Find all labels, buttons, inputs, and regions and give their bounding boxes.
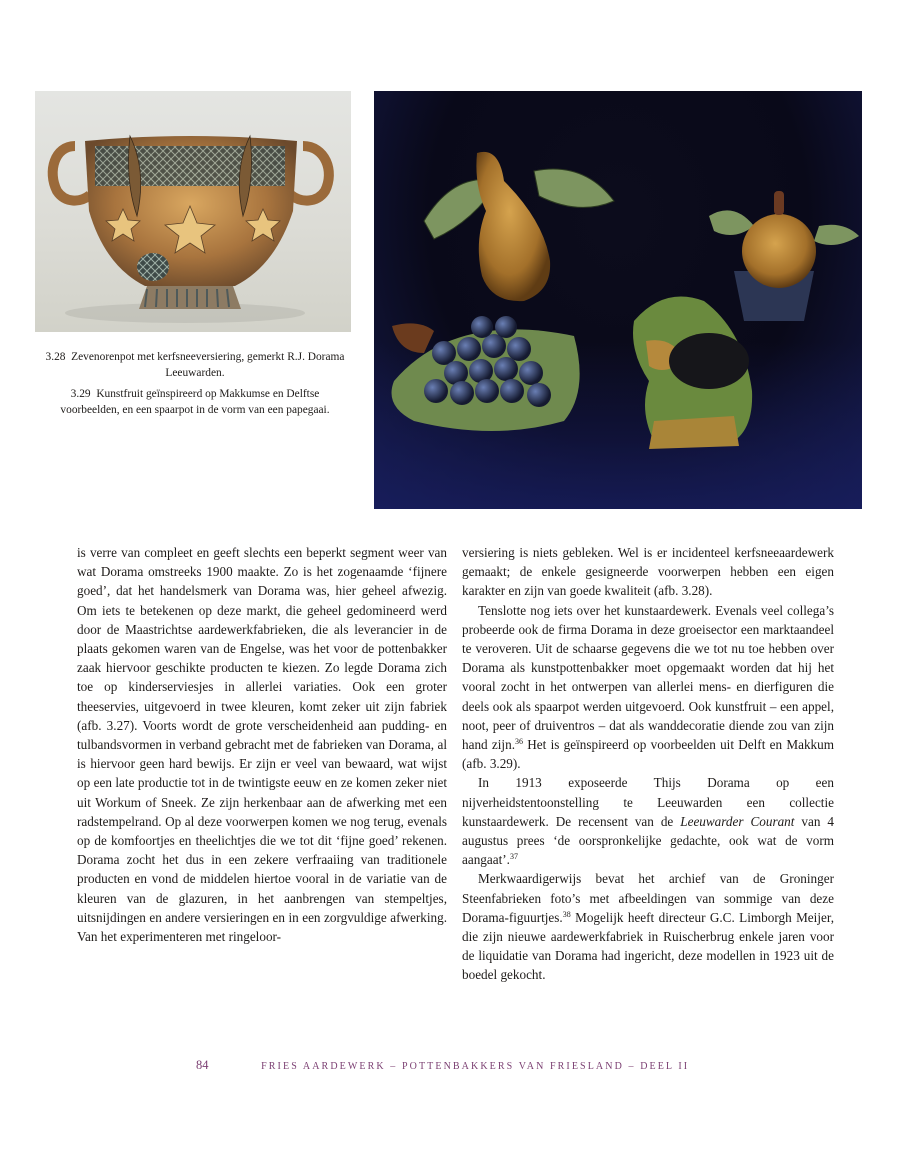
page-footer bbox=[196, 1058, 689, 1073]
apple bbox=[709, 191, 859, 321]
running-title: FRIES AARDEWERK – POTTENBAKKERS VAN FRIESLAND – DEEL II bbox=[261, 1061, 690, 1072]
paragraph-text: is verre van compleet en geeft slechts een beperkt segment weer van wat Dorama omstreeks 1900 maakte. Zo is het zogenaamde ‘fijnere goed’, dat het handelsmerk van Dorama was, hier geheel afwezig. Om iets te betekenen op deze markt, die geheel gedomineerd werd door de Maastrichtse aardewerkfabrieken, die als leverancier in de plaats gekomen waren van de Engelse, was het voor de pottenbakker zaak hiervoor geschikte producten te kiezen. Zo legde Dorama zich toe op kinderserviesjes in allerlei variaties. Ook een groter theeservies, uitgevoerd in twee kleuren, komt zeker uit zijn fabriek (afb. 3.27). Voorts wordt de grote verscheidenheid aan pudding- en tulbandsvormen in verband gebracht met de fabrieken van Dorama, al is hiervoor geen hard bewijs. Er zijn er veel van bewaard, wat wijst op een late productie tot in de twintigste eeuw en ze komen zeker niet uit Workum of Sneek. Ze zijn herkenbaar aan de afwerking met een radstempelrand. Op al deze voorwerpen komen we nog terug, evenals op de komfoortjes en theelichtjes die we tot dit ‘fijne goed’ rekenen. Dorama zocht het dus in een zekere verfraaiing van traditionele producten en vond de middelen hiertoe vooral in de variatie van de kleuren van de glazuren, in het aanbrengen van stempeltjes, uitsnijdingen en andere versieringen en in een zorgvuldige afwerking. Van het experimenteren met ringeloor- bbox=[77, 545, 447, 945]
body-paragraph bbox=[77, 543, 447, 946]
footnote-reference: 37 bbox=[509, 852, 518, 862]
paragraph-text: In 1913 exposeerde Thijs Dorama op een nijverheidstentoonstelling te Leeuwarden een collectie kunstaardewerk. De recensent van de bbox=[462, 775, 834, 829]
paragraph-text: Merkwaardigerwijs bevat het archief van de Groninger Steenfabrieken foto’s met afbeeldingen van sommige van deze Dorama-figuurtjes. bbox=[462, 871, 834, 925]
figure-captions bbox=[40, 350, 350, 424]
body-column-left bbox=[77, 543, 447, 946]
figure-3-29-photo bbox=[374, 91, 862, 509]
caption-text: Kunstfruit geïnspireerd op Makkumse en Delftse voorbeelden, en een spaarpot in de vorm van een papegaai. bbox=[60, 388, 330, 416]
caption-3-29 bbox=[40, 387, 350, 418]
paragraph-text: Het is geïnspireerd op voorbeelden uit Delft en Makkum (afb. 3.29). bbox=[462, 737, 834, 772]
body-paragraph bbox=[462, 869, 834, 984]
caption-text: Zevenorenpot met kerfsneeversiering, gemerkt R.J. Dorama Leeuwarden. bbox=[71, 351, 345, 379]
fruit-illustration bbox=[374, 91, 862, 509]
body-paragraph bbox=[462, 543, 834, 601]
body-column-right bbox=[462, 543, 834, 985]
grapes bbox=[392, 316, 580, 431]
paragraph-text: Mogelijk heeft directeur G.C. Limborgh Meijer, die zijn nieuwe aardewerkfabriek in Ruischerbrug enkele jaren voor de liquidatie van Dorama had ingericht, deze modellen in 1923 uit de boedel gekocht. bbox=[462, 909, 834, 983]
footnote-reference: 38 bbox=[562, 909, 571, 919]
paragraph-text: van 4 augustus prees ‘de oorspronkelijke gedachte, ook wat de vorm aangaat’. bbox=[462, 813, 834, 868]
italic-title: Leeuwarder Courant bbox=[680, 813, 795, 829]
pear bbox=[424, 152, 614, 301]
body-paragraph bbox=[462, 601, 834, 774]
page-number: 84 bbox=[196, 1058, 209, 1072]
caption-number: 3.29 bbox=[70, 388, 91, 400]
pot-illustration bbox=[35, 91, 351, 332]
body-paragraph bbox=[462, 773, 834, 869]
paragraph-text: versiering is niets gebleken. Wel is er incidenteel kerfsneeaardewerk gemaakt; de enkele gesigneerde voorwerpen hebben een eigen karakter en zijn van goede kwaliteit (afb. 3.28). bbox=[462, 545, 834, 599]
paragraph-text: Tenslotte nog iets over het kunstaardewerk. Evenals veel collega’s probeerde ook de firma Dorama in deze groeisector een marktaandeel te veroveren. Uit de schaarse gegevens die we tot nu toe hebben over Dorama als kunstpottenbakker moet opgemaakt worden dat hij het vooral zocht in het ontwerpen van allerlei mens- en dierfiguren die deels ook als spaarpot werden uitgevoerd. Ook kunstfruit – een appel, noot, peer of druiventros – dat als wanddecoratie diende zou van zijn hand zijn. bbox=[462, 602, 834, 753]
figure-3-28-photo bbox=[35, 91, 351, 332]
footnote-reference: 36 bbox=[515, 737, 523, 747]
caption-number: 3.28 bbox=[45, 351, 66, 363]
caption-3-28 bbox=[40, 350, 350, 381]
parrot-money-box bbox=[633, 297, 752, 450]
